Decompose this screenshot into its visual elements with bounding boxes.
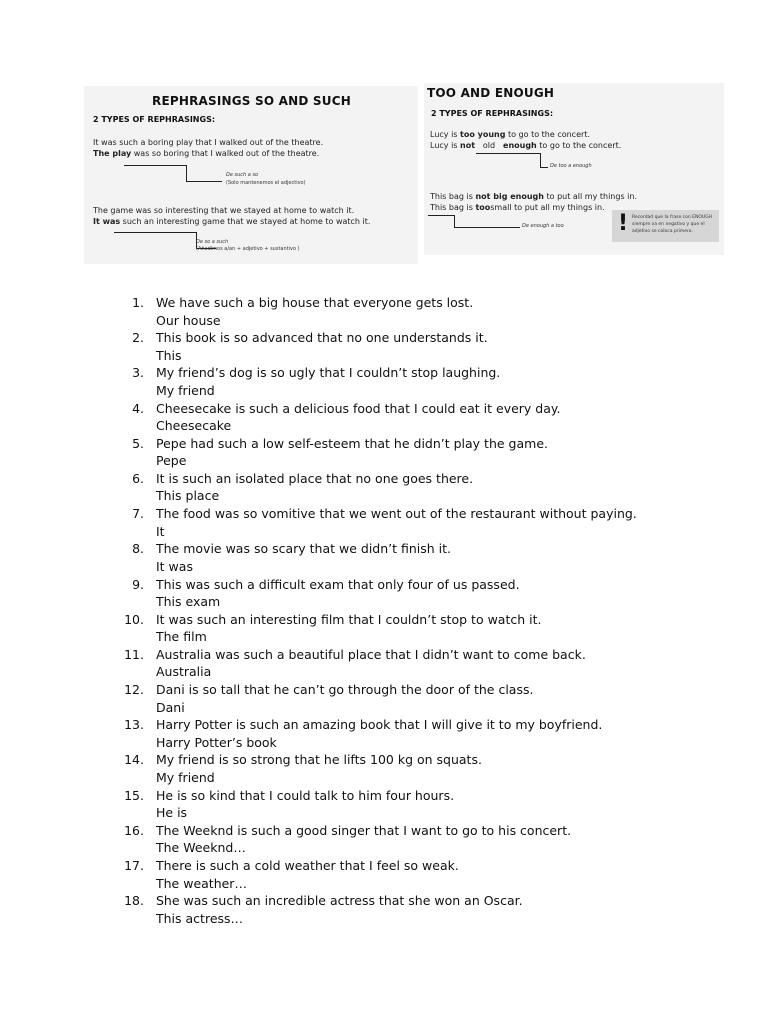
so-such-example2-line1: The game was so interesting that we stayed at home to watch it. [93, 206, 355, 215]
connector-line [540, 167, 548, 168]
exercise-number: 2. [132, 330, 144, 346]
exercise-prompt: This actress… [156, 910, 244, 926]
reminder-line: Recordad que la frase con ENOUGH [632, 215, 713, 220]
exercise-prompt: My friend [156, 382, 215, 398]
exercise-sentence: It is such an isolated place that no one goes there. [156, 470, 474, 486]
exercise-prompt: It [156, 523, 165, 539]
exercise-item [0, 611, 768, 646]
reminder-box [612, 210, 719, 242]
so-such-note2: De so a such [196, 239, 229, 245]
exercise-item [0, 646, 768, 681]
exercise-sentence: Cheesecake is such a delicious food that I could eat it every day. [156, 400, 561, 416]
exercise-prompt: Australia [156, 664, 212, 680]
exercise-prompt: The film [156, 629, 207, 645]
exercise-item [0, 364, 768, 399]
so-such-title: REPHRASINGS SO AND SUCH [152, 94, 351, 108]
exercise-prompt: Cheesecake [156, 418, 232, 434]
too-enough-subtitle: 2 TYPES OF REPHRASINGS: [431, 109, 554, 118]
exercise-list [0, 294, 768, 927]
exercise-item [0, 822, 768, 857]
reminder-line: adjetivo se coloca primero. [632, 229, 693, 234]
exercise-number: 4. [132, 400, 144, 416]
exercise-number: 18. [124, 893, 144, 909]
exercise-prompt: This place [156, 488, 220, 504]
exercise-item [0, 716, 768, 751]
exercise-number: 9. [132, 576, 144, 592]
exercise-sentence: Harry Potter is such an amazing book that I will give it to my boyfriend. [156, 717, 603, 733]
exercise-number: 3. [132, 365, 144, 381]
exercise-item [0, 400, 768, 435]
connector-line [454, 215, 455, 227]
exercise-sentence: The movie was so scary that we didn’t finish it. [156, 541, 452, 557]
exercise-sentence: Australia was such a beautiful place that I didn’t want to come back. [156, 646, 586, 662]
so-such-note2-detail: (Añadimos a/an + adjetivo + sustantivo ) [196, 246, 300, 252]
exercise-item [0, 470, 768, 505]
exercise-item [0, 681, 768, 716]
exercise-item [0, 329, 768, 364]
exercise-prompt: The weather… [156, 875, 247, 891]
exercise-sentence: She was such an incredible actress that she won an Oscar. [156, 893, 523, 909]
too-and-enough-panel [424, 83, 724, 255]
exercise-number: 7. [132, 506, 144, 522]
too-enough-title: TOO AND ENOUGH [427, 86, 555, 100]
connector-line [114, 232, 196, 233]
exercise-number: 16. [124, 822, 144, 838]
so-such-example2-line2: It was such an interesting game that we stayed at home to watch it. [93, 217, 371, 226]
exercise-sentence: My friend is so strong that he lifts 100 kg on squats. [156, 752, 482, 768]
connector-line [540, 153, 541, 167]
exercise-sentence: It was such an interesting film that I couldn’t stop to watch it. [156, 611, 542, 627]
exercise-prompt: Our house [156, 312, 221, 328]
exercise-prompt: This [156, 347, 182, 363]
exercise-item [0, 857, 768, 892]
connector-line [124, 165, 186, 166]
exercise-item [0, 294, 768, 329]
exercise-sentence: My friend’s dog is so ugly that I couldn’t stop laughing. [156, 365, 501, 381]
so-such-subtitle: 2 TYPES OF REPHRASINGS: [93, 115, 216, 124]
exercise-item [0, 435, 768, 470]
exercise-sentence: Pepe had such a low self-esteem that he didn’t play the game. [156, 435, 548, 451]
exercise-prompt: The Weeknd… [156, 840, 246, 856]
exercise-prompt: This exam [156, 594, 221, 609]
exercise-number: 8. [132, 541, 144, 557]
exercise-item [0, 787, 768, 822]
exercise-number: 11. [124, 646, 144, 662]
exercise-sentence: This book is so advanced that no one understands it. [156, 330, 488, 346]
exercise-item [0, 892, 768, 927]
exercise-number: 17. [124, 858, 144, 873]
connector-line [454, 227, 520, 228]
exercise-sentence: He is so kind that I could talk to him four hours. [156, 787, 455, 803]
exercise-number: 12. [124, 682, 144, 698]
connector-line [428, 215, 454, 216]
so-such-note1-detail: (Solo mantenemos el adjectivo) [226, 180, 306, 186]
connector-line [186, 181, 222, 182]
exercise-item [0, 540, 768, 575]
exercise-number: 1. [132, 295, 144, 310]
exercise-sentence: The food was so vomitive that we went out of the restaurant without paying. [156, 506, 637, 522]
exercise-item [0, 751, 768, 786]
too-enough-example2-line2: This bag is toosmall to put all my things in. [430, 203, 605, 212]
exercise-number: 6. [132, 470, 144, 486]
too-enough-note2: De enough a too [522, 223, 564, 229]
too-enough-note1: De too a enough [550, 163, 592, 169]
exercise-prompt: He is [156, 805, 188, 821]
exercise-item [0, 576, 768, 611]
exercise-sentence: We have such a big house that everyone gets lost. [156, 295, 474, 310]
exercise-prompt: Harry Potter’s book [156, 734, 277, 750]
exercise-number: 13. [124, 717, 144, 733]
exercise-sentence: There is such a cold weather that I feel so weak. [156, 858, 459, 873]
exercise-number: 5. [132, 435, 144, 451]
so-such-example1-line1: It was such a boring play that I walked out of the theatre. [93, 138, 324, 147]
exercise-item [0, 505, 768, 540]
too-enough-example1-line1: Lucy is too young to go to the concert. [430, 130, 590, 139]
exercise-number: 14. [124, 752, 144, 768]
exercise-sentence: Dani is so tall that he can’t go through the door of the class. [156, 682, 534, 698]
exercise-sentence: The Weeknd is such a good singer that I want to go to his concert. [156, 822, 572, 838]
connector-line [476, 153, 540, 154]
exercise-prompt: Dani [156, 699, 185, 715]
so-and-such-panel [84, 86, 418, 264]
exercise-prompt: Pepe [156, 453, 187, 469]
exercise-prompt: It was [156, 558, 193, 574]
connector-line [186, 165, 187, 181]
too-enough-example1-line2: Lucy is not old enough to go to the concert. [430, 141, 622, 150]
so-such-example1-line2: The play was so boring that I walked out of the theatre. [93, 149, 320, 158]
exercise-prompt: My friend [156, 769, 215, 785]
exercise-sentence: This was such a difficult exam that only four of us passed. [156, 576, 520, 592]
exclamation-icon: ! [618, 211, 629, 236]
so-such-note1: De such a so [226, 172, 259, 178]
too-enough-example2-line1: This bag is not big enough to put all my things in. [430, 192, 637, 201]
exercise-number: 10. [124, 611, 144, 627]
exercise-number: 15. [124, 787, 144, 803]
reminder-line: siempre va en negativo y que el [632, 222, 705, 227]
